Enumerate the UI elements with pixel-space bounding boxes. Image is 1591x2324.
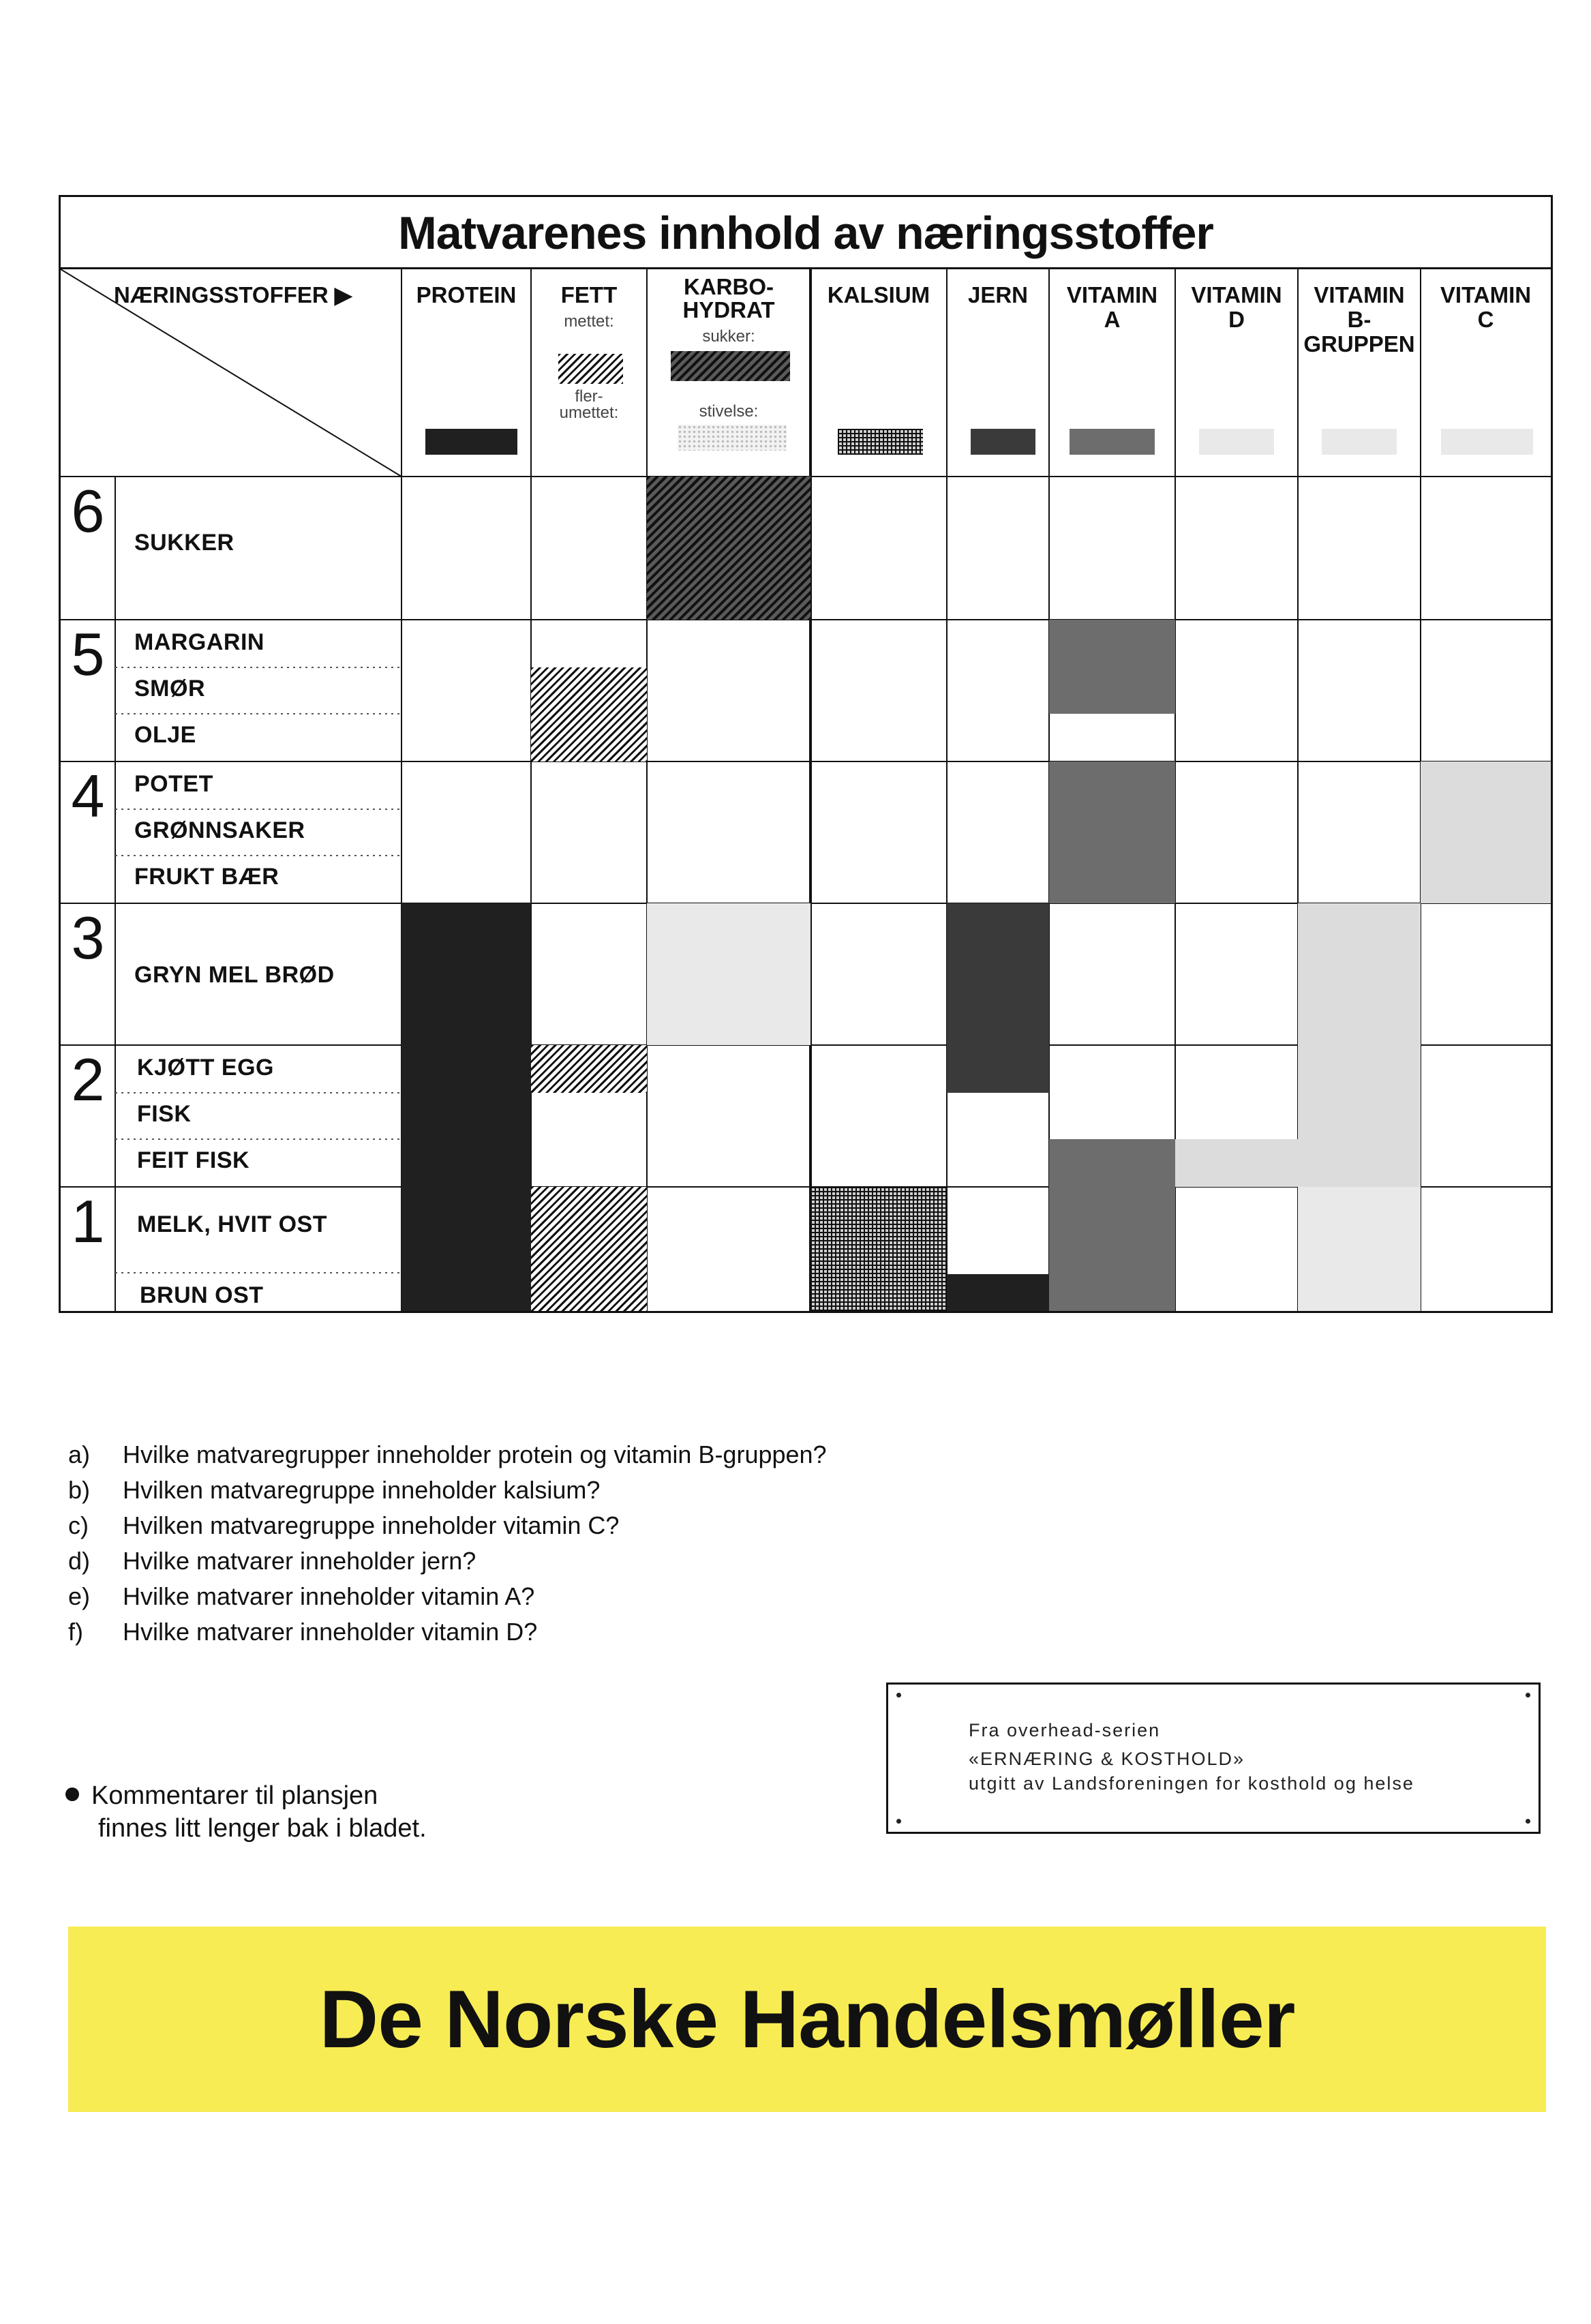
food-brun-ost: BRUN OST xyxy=(140,1282,264,1308)
question-item xyxy=(68,1614,1091,1650)
row-number-4: 4 xyxy=(71,762,105,830)
corner-label: NÆRINGSSTOFFER ▶ xyxy=(114,282,352,307)
col-header-vitamin-c-1: VITAMIN xyxy=(1440,282,1532,307)
fett-sub-mettet: mettet: xyxy=(564,312,614,331)
rivet-icon xyxy=(896,1819,901,1824)
question-text: Hvilken matvaregruppe inneholder vitamin C? xyxy=(123,1511,620,1539)
question-item xyxy=(68,1437,1091,1473)
row-number-2: 2 xyxy=(71,1046,105,1113)
food-kjott-egg: KJØTT EGG xyxy=(137,1055,274,1081)
question-text: Hvilken matvaregruppe inneholder kalsium? xyxy=(123,1476,601,1504)
cell-melk-kalsium xyxy=(810,1187,947,1311)
food-gronnsaker: GRØNNSAKER xyxy=(134,817,305,843)
comment-line-2: finnes litt lenger bak i bladet. xyxy=(98,1814,427,1843)
col-header-vitamin-b-2: B- xyxy=(1347,307,1372,332)
col-header-karbo-2: HYDRAT xyxy=(682,297,775,322)
rivet-icon xyxy=(1526,1819,1530,1824)
cell-feit-fisk-vitamin-a xyxy=(1049,1139,1175,1187)
rivet-icon xyxy=(1526,1693,1530,1697)
col-header-vitamin-b-3: GRUPPEN xyxy=(1303,331,1415,357)
question-item xyxy=(68,1579,1091,1614)
food-fisk: FISK xyxy=(137,1101,192,1127)
legend-swatch-vitamin-d xyxy=(1199,429,1274,455)
cell-gryn-jern xyxy=(947,903,1049,1045)
cell-kjott-protein xyxy=(401,1045,531,1187)
cell-gryn-protein xyxy=(401,903,531,1045)
nutrient-chart xyxy=(59,195,1553,1313)
cell-sukker-karbo xyxy=(647,477,810,620)
col-header-vitamin-a-2: A xyxy=(1104,307,1121,332)
cell-gryn-stivelse xyxy=(647,903,810,1045)
legend-swatch-kalsium xyxy=(838,429,923,455)
question-text: Hvilke matvaregrupper inneholder protein og vitamin B-gruppen? xyxy=(123,1440,827,1468)
col-header-kalsium: KALSIUM xyxy=(827,282,930,307)
banner-text: De Norske Handelsmøller xyxy=(319,1974,1295,2065)
cell-kjott-vitamin-b xyxy=(1298,1045,1421,1187)
food-margarin: MARGARIN xyxy=(134,629,264,655)
row-number-1: 1 xyxy=(71,1188,105,1255)
question-item xyxy=(68,1473,1091,1508)
legend-swatch-sukker xyxy=(671,351,790,381)
legend-swatch-vitamin-b xyxy=(1322,429,1397,455)
chart-title: Matvarenes innhold av næringsstoffer xyxy=(61,197,1551,269)
col-header-vitamin-b-1: VITAMIN xyxy=(1314,282,1405,307)
bullet-icon xyxy=(65,1787,79,1801)
cell-smor-fett xyxy=(531,667,647,761)
question-letter: c) xyxy=(68,1511,89,1539)
fett-sub-umettet: umettet: xyxy=(559,404,619,422)
food-sukker: SUKKER xyxy=(134,530,234,556)
row-number-5: 5 xyxy=(71,620,105,688)
cell-melk-fett xyxy=(531,1187,647,1311)
cell-grønnsaker-vitamin-a xyxy=(1049,761,1175,903)
legend-swatch-protein xyxy=(425,429,517,455)
cell-melk-vitamin-a xyxy=(1049,1187,1175,1311)
cell-melk-vitamin-b xyxy=(1298,1187,1421,1311)
food-smor: SMØR xyxy=(134,676,205,701)
fett-sub-fler: fler- xyxy=(575,387,603,406)
karbo-sub-sukker: sukker: xyxy=(702,327,755,346)
col-header-karbo-1: KARBO- xyxy=(684,274,774,299)
rivet-icon xyxy=(896,1693,901,1697)
legend-swatch-vitamin-c xyxy=(1441,429,1533,455)
cell-margarin-vitamin-a xyxy=(1049,620,1175,714)
cell-brun-ost-jern xyxy=(947,1274,1049,1311)
col-header-vitamin-c-2: C xyxy=(1477,307,1494,332)
question-letter: d) xyxy=(68,1547,91,1575)
food-potet: POTET xyxy=(134,771,213,797)
col-header-fett: FETT xyxy=(560,282,618,307)
food-olje: OLJE xyxy=(134,722,196,748)
cell-gryn-vitamin-b xyxy=(1298,903,1421,1045)
col-header-vitamin-d-1: VITAMIN xyxy=(1191,282,1282,307)
legend-swatch-stivelse xyxy=(678,425,787,451)
source-line-3: utgitt av Landsforeningen for kosthold og helse xyxy=(969,1773,1414,1794)
question-letter: a) xyxy=(68,1440,91,1468)
question-letter: b) xyxy=(68,1476,91,1504)
col-header-jern: JERN xyxy=(967,282,1029,307)
col-header-vitamin-d-2: D xyxy=(1228,307,1245,332)
question-item xyxy=(68,1543,1091,1579)
cell-kjott-jern xyxy=(947,1045,1049,1093)
question-text: Hvilke matvarer inneholder jern? xyxy=(123,1547,476,1575)
col-header-vitamin-a-1: VITAMIN xyxy=(1066,282,1158,307)
comment-note xyxy=(65,1779,427,1845)
question-item xyxy=(68,1508,1091,1543)
source-line-2: «ERNÆRING & KOSTHOLD» xyxy=(969,1749,1245,1769)
comment-line-1: Kommentarer til plansjen xyxy=(91,1781,378,1810)
question-text: Hvilke matvarer inneholder vitamin A? xyxy=(123,1582,535,1610)
company-banner xyxy=(68,1927,1546,2112)
cell-feit-fisk-vitamin-d xyxy=(1175,1139,1298,1187)
question-letter: f) xyxy=(68,1618,83,1646)
legend-swatch-jern xyxy=(971,429,1035,455)
food-gryn-mel-brod: GRYN MEL BRØD xyxy=(134,962,335,988)
legend-swatch-mettet xyxy=(558,354,623,384)
food-melk-hvit-ost: MELK, HVIT OST xyxy=(137,1211,327,1237)
source-line-1: Fra overhead-serien xyxy=(969,1720,1161,1740)
question-letter: e) xyxy=(68,1582,91,1610)
cell-frukt-vitamin-c xyxy=(1421,761,1551,903)
question-list xyxy=(68,1437,1091,1650)
cell-kjott-fett xyxy=(531,1045,647,1093)
question-text: Hvilke matvarer inneholder vitamin D? xyxy=(123,1618,538,1646)
food-feit-fisk: FEIT FISK xyxy=(137,1147,250,1173)
row-number-3: 3 xyxy=(71,904,105,971)
legend-swatch-vitamin-a xyxy=(1070,429,1155,455)
cell-melk-protein xyxy=(401,1187,531,1311)
col-header-protein: PROTEIN xyxy=(416,282,517,307)
food-frukt-baer: FRUKT BÆR xyxy=(134,864,279,890)
row-number-6: 6 xyxy=(71,477,105,545)
karbo-sub-stivelse: stivelse: xyxy=(699,402,759,421)
source-box xyxy=(886,1682,1541,1834)
